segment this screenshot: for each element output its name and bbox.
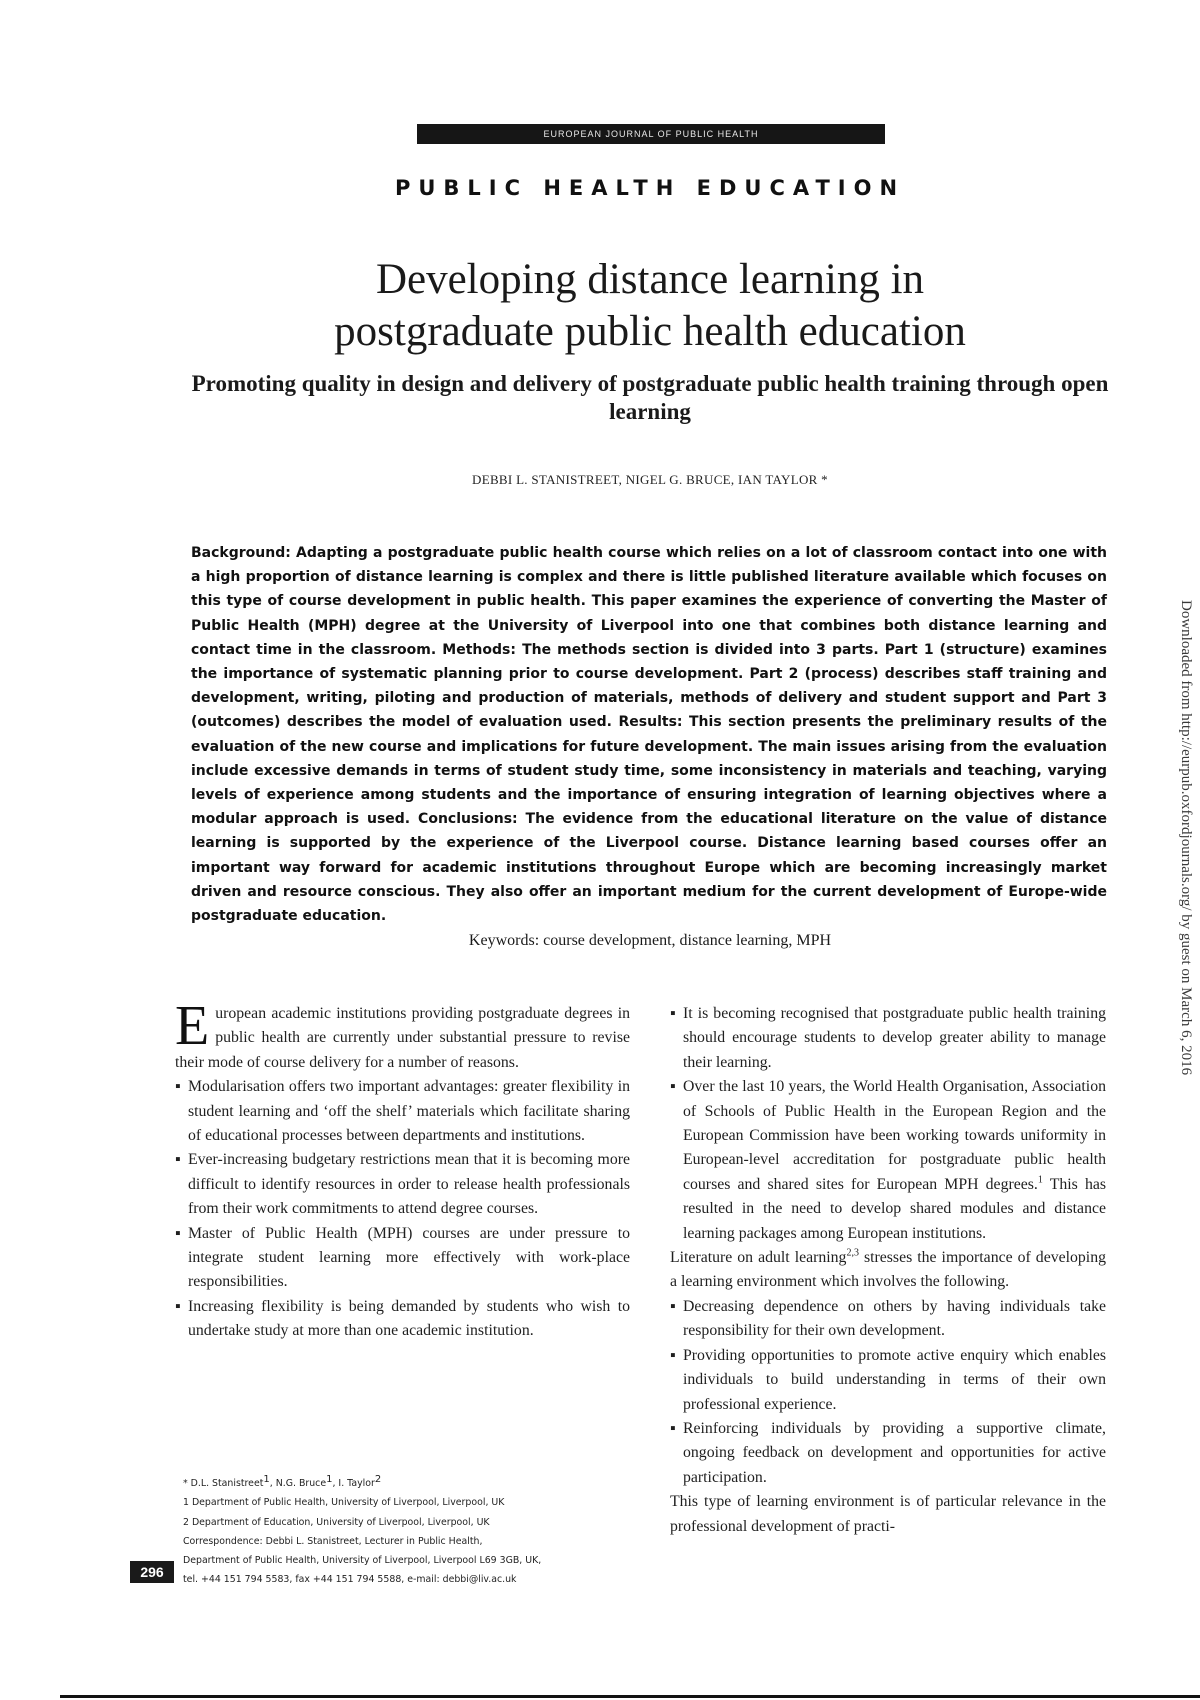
literature-paragraph — [670, 1246, 1106, 1295]
list-item-text: It is becoming recognised that postgraduate public health training should encourage students to develop greater ability to manage their learning. — [683, 1005, 1106, 1071]
list-item-text: Over the last 10 years, the World Health Organisation, Association of Schools of Public Health in the European Region and the European Commission have been working towards uniformity in European-level accreditation for postgraduate public health courses and shared sites for European MPH degrees. — [683, 1078, 1106, 1193]
journal-name-band: EUROPEAN JOURNAL OF PUBLIC HEALTH — [417, 124, 885, 144]
bullet-icon: ▪ — [670, 1297, 676, 1315]
intro-paragraph — [175, 995, 630, 1075]
body-column-right — [670, 1002, 1106, 1539]
affiliation-marker: 1 — [263, 1473, 270, 1485]
footnote-affiliation-1: 1 Department of Public Health, University of Liverpool, Liverpool, UK — [183, 1497, 505, 1509]
footnote-author-1: * D.L. Stanistreet — [183, 1478, 264, 1489]
list-item — [175, 1222, 630, 1295]
bullet-icon: ▪ — [670, 1346, 676, 1364]
closing-paragraph: This type of learning environment is of particular relevance in the professional development of practi- — [670, 1493, 1106, 1535]
bullet-icon: ▪ — [175, 1078, 181, 1096]
footnotes — [183, 1474, 643, 1590]
footnote-author-3: , I. Taylor — [332, 1478, 375, 1489]
literature-text: Literature on adult learning — [670, 1249, 847, 1267]
download-notice: Downloaded from http://eurpub.oxfordjournals.org/ by guest on March 6, 2016 — [1178, 600, 1194, 1076]
article-subtitle: Promoting quality in design and delivery of postgraduate public health training through open learning — [191, 371, 1109, 424]
list-item — [175, 1075, 630, 1148]
footnote-author-2: , N.G. Bruce — [269, 1478, 327, 1489]
article-title — [0, 254, 1200, 358]
article-title-line-2: postgraduate public health education — [334, 308, 966, 355]
reference-marker: 2,3 — [846, 1247, 859, 1259]
list-item-text: Master of Public Health (MPH) courses are under pressure to integrate student learning more effectively with work-place responsibilities. — [188, 1224, 630, 1291]
list-item — [175, 1148, 630, 1221]
bullet-icon: ▪ — [175, 1297, 181, 1315]
list-item-text: Ever-increasing budgetary restrictions mean that it is becoming more difficult to identify resources in order to release health professionals from their work commitments to attend degree courses. — [188, 1151, 630, 1218]
list-item-text-tail: This has resulted in the need to develop shared modules and distance learning packages among European institutions. — [683, 1175, 1106, 1242]
list-item-text: Decreasing dependence on others by having individuals take responsibility for their own development. — [683, 1297, 1106, 1340]
bullet-icon: ▪ — [175, 1224, 181, 1242]
bullet-icon: ▪ — [175, 1151, 181, 1169]
keywords: Keywords: course development, distance learning, MPH — [468, 932, 832, 949]
section-heading: PUBLIC HEALTH EDUCATION — [394, 176, 906, 200]
footnote-correspondence-3: tel. +44 151 794 5583, fax +44 151 794 5588, e-mail: debbi@liv.ac.uk — [183, 1574, 517, 1586]
article-title-line-1: Developing distance learning in — [375, 256, 925, 303]
affiliation-marker: 1 — [326, 1473, 333, 1485]
list-item — [670, 1295, 1106, 1344]
reasons-list-continued — [670, 1002, 1106, 1246]
footnote-correspondence-2: Department of Public Health, University of Liverpool, Liverpool L69 3GB, UK, — [183, 1555, 542, 1567]
reference-marker: 1 — [1037, 1174, 1043, 1186]
list-item-text: Providing opportunities to promote active enquiry which enables individuals to build understanding in terms of their own professional experience. — [683, 1346, 1106, 1413]
list-item-text: Modularisation offers two important advantages: greater flexibility in student learning and ‘off the shelf’ materials which facilitate sharing of educational processes between departments and institutions. — [188, 1078, 630, 1145]
literature-text-tail: stresses the importance of developing a learning environment which involves the following. — [670, 1249, 1106, 1291]
body-column-left — [175, 995, 630, 1344]
page-number: 296 — [130, 1561, 174, 1583]
drop-cap: E — [175, 995, 210, 1057]
footnote-affiliation-2: 2 Department of Education, University of Liverpool, Liverpool, UK — [183, 1516, 490, 1528]
list-item — [175, 1295, 630, 1344]
list-item — [670, 1417, 1106, 1490]
abstract: Background: Adapting a postgraduate public health course which relies on a lot of classroom contact into one with a high proportion of distance learning is complex and there is little published literature available which focuses on this type of course development in public health. This paper examines the experience of converting the Master of Public Health (MPH) degree at the University of Liverpool into one that combines both distance learning and contact time in the classroom. Methods: The methods section is divided into 3 parts. Part 1 (structure) examines the importance of systematic planning prior to course development. Part 2 (process) describes staff training and development, writing, piloting and production of materials, methods of delivery and student support and Part 3 (outcomes) describes the model of evaluation used. Results: This section presents the preliminary results of the evaluation of the new course and implications for future development. The main issues arising from the evaluation include excessive demands in terms of student study time, some inconsistency in materials and teaching, varying levels of experience among students and the importance of ensuring integration of learning objectives where a modular approach is used. Conclusions: The evidence from the educational literature on the value of distance learning is supported by the experience of the Liverpool course. Distance learning based courses offer an important way forward for academic institutions throughout Europe which are becoming increasingly market driven and resource conscious. They also offer an important medium for the current development of Europe-wide postgraduate education. — [191, 545, 1107, 925]
bullet-icon: ▪ — [670, 1419, 676, 1437]
bullet-icon: ▪ — [670, 1078, 676, 1096]
footnote-correspondence-1: Correspondence: Debbi L. Stanistreet, Lecturer in Public Health, — [183, 1535, 483, 1547]
reasons-list — [175, 1075, 630, 1343]
list-item — [670, 1002, 1106, 1075]
footnote-authors — [183, 1474, 643, 1493]
learning-environment-list — [670, 1295, 1106, 1490]
intro-text: uropean academic institutions providing postgraduate degrees in public health are currently under substantial pressure to revise their mode of course delivery for a number of reasons. — [175, 1005, 630, 1071]
list-item-text: Reinforcing individuals by providing a supportive climate, ongoing feedback on development and opportunities for active participation. — [683, 1419, 1106, 1486]
list-item — [670, 1344, 1106, 1417]
list-item — [670, 1075, 1106, 1246]
affiliation-marker: 2 — [374, 1473, 382, 1485]
bullet-icon: ▪ — [670, 1005, 676, 1022]
author-list: DEBBI L. STANISTREET, NIGEL G. BRUCE, IAN TAYLOR * — [472, 472, 828, 487]
list-item-text: Increasing flexibility is being demanded by students who wish to undertake study at more than one academic institution. — [188, 1297, 630, 1340]
bottom-rule — [60, 1695, 1200, 1698]
